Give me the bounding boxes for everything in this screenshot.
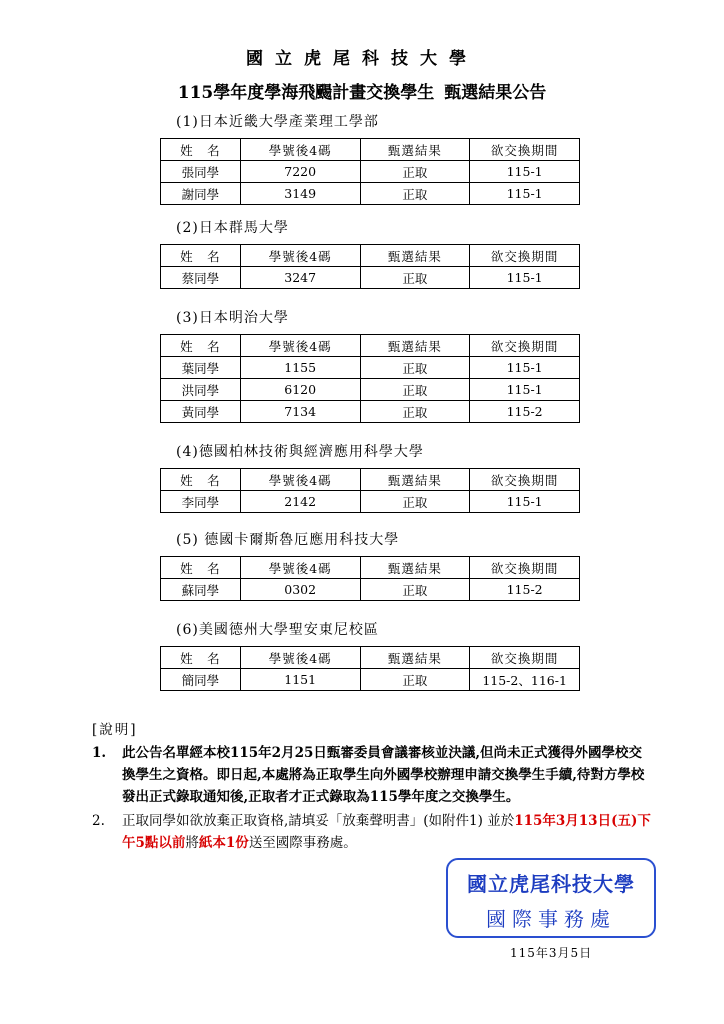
header-id: 學號後4碼: [240, 139, 360, 161]
table-row: [161, 379, 580, 401]
header-name: 姓 名: [161, 245, 241, 267]
header-result: 甄選結果: [360, 335, 470, 357]
notes-section: [92, 718, 652, 856]
cell-result: 正取: [360, 579, 470, 601]
header-name: 姓 名: [161, 139, 241, 161]
table-header-row: [161, 557, 580, 579]
cell-id: 3149: [240, 183, 360, 205]
header-id: 學號後4碼: [240, 647, 360, 669]
result-table: [160, 646, 580, 691]
header-name: 姓 名: [161, 557, 241, 579]
header-period: 欲交換期間: [470, 245, 580, 267]
cell-result: 正取: [360, 401, 470, 423]
section-2: [160, 218, 580, 289]
cell-period: 115-1: [470, 491, 580, 513]
header-id: 學號後4碼: [240, 245, 360, 267]
cell-id: 3247: [240, 267, 360, 289]
note-item-2: [92, 810, 652, 854]
cell-period: 115-1: [470, 379, 580, 401]
cell-id: 6120: [240, 379, 360, 401]
cell-period: 115-2: [470, 579, 580, 601]
cell-period: 115-1: [470, 357, 580, 379]
section-5: [160, 530, 580, 601]
section-4: [160, 442, 580, 513]
cell-period: 115-1: [470, 161, 580, 183]
note-item-1: [92, 742, 652, 808]
table-row: [161, 579, 580, 601]
header-result: 甄選結果: [360, 245, 470, 267]
cell-id: 7220: [240, 161, 360, 183]
cell-name: 黃同學: [161, 401, 241, 423]
cell-id: 1151: [240, 669, 360, 691]
header-id: 學號後4碼: [240, 335, 360, 357]
cell-id: 1155: [240, 357, 360, 379]
section-6: [160, 620, 580, 691]
cell-result: 正取: [360, 491, 470, 513]
announcement-title-suffix: 甄選結果公告: [444, 83, 547, 103]
cell-name: 蘇同學: [161, 579, 241, 601]
announcement-title-main: 115學年度學海飛颺計畫交換學生: [177, 83, 435, 103]
section-3: [160, 308, 580, 423]
header-name: 姓 名: [161, 469, 241, 491]
header-result: 甄選結果: [360, 469, 470, 491]
header-result: 甄選結果: [360, 647, 470, 669]
header-id: 學號後4碼: [240, 469, 360, 491]
note-text: 送至國際事務處。: [248, 835, 357, 851]
cell-period: 115-2: [470, 401, 580, 423]
section-title: (2)日本群馬大學: [176, 220, 289, 236]
header-name: 姓 名: [161, 335, 241, 357]
cell-id: 2142: [240, 491, 360, 513]
header-period: 欲交換期間: [470, 557, 580, 579]
table-row: [161, 491, 580, 513]
cell-name: 張同學: [161, 161, 241, 183]
result-table: [160, 138, 580, 205]
table-header-row: [161, 139, 580, 161]
cell-result: 正取: [360, 357, 470, 379]
cell-name: 葉同學: [161, 357, 241, 379]
cell-name: 李同學: [161, 491, 241, 513]
cell-name: 蔡同學: [161, 267, 241, 289]
table-row: [161, 161, 580, 183]
cell-result: 正取: [360, 379, 470, 401]
cell-id: 7134: [240, 401, 360, 423]
cell-period: 115-1: [470, 183, 580, 205]
note-text: 此公告名單經本校115年2月25日甄審委員會議審核並決議,但尚未正式獲得外國學校交換學生之資格。即日起,本處將為正取學生向外國學校辦理申請交換學生手續,待對方學校發出正式錄取通知後,正取者才正式錄取為115學年度之交換學生。: [122, 745, 645, 805]
note-deadline: 115年3月13日(五)下午5點以前: [122, 813, 651, 851]
stamp-school: 國立虎尾科技大學: [467, 872, 635, 896]
cell-id: 0302: [240, 579, 360, 601]
stamp-office: 國際事務處: [486, 907, 616, 931]
header-id: 學號後4碼: [240, 557, 360, 579]
header-period: 欲交換期間: [470, 139, 580, 161]
note-text: 將: [185, 835, 199, 851]
table-header-row: [161, 469, 580, 491]
header-result: 甄選結果: [360, 557, 470, 579]
result-table: [160, 468, 580, 513]
result-table: [160, 244, 580, 289]
cell-result: 正取: [360, 267, 470, 289]
table-header-row: [161, 245, 580, 267]
cell-name: 謝同學: [161, 183, 241, 205]
section-title: (3)日本明治大學: [176, 310, 289, 326]
table-row: [161, 357, 580, 379]
cell-result: 正取: [360, 669, 470, 691]
section-title: (5) 德國卡爾斯魯厄應用科技大學: [176, 532, 400, 548]
cell-period: 115-1: [470, 267, 580, 289]
section-title: (6)美國德州大學聖安東尼校區: [176, 622, 379, 638]
header-period: 欲交換期間: [470, 335, 580, 357]
table-row: [161, 669, 580, 691]
table-row: [161, 183, 580, 205]
note-number: 1.: [92, 745, 107, 761]
header-period: 欲交換期間: [470, 647, 580, 669]
announcement-date: 115年3月5日: [510, 946, 593, 960]
result-table: [160, 334, 580, 423]
note-number: 2.: [92, 813, 105, 829]
table-row: [161, 267, 580, 289]
section-title: (4)德國柏林技術與經濟應用科學大學: [176, 444, 424, 460]
school-title: 國立虎尾科技大學: [246, 49, 478, 69]
header-period: 欲交換期間: [470, 469, 580, 491]
section-1: [160, 112, 580, 205]
cell-name: 簡同學: [161, 669, 241, 691]
office-stamp: [446, 858, 656, 938]
result-table: [160, 556, 580, 601]
header-name: 姓 名: [161, 647, 241, 669]
table-header-row: [161, 335, 580, 357]
note-copy-count: 紙本1份: [198, 835, 249, 851]
table-row: [161, 401, 580, 423]
notes-heading: [說明]: [92, 722, 138, 738]
header-result: 甄選結果: [360, 139, 470, 161]
section-title: (1)日本近畿大學產業理工學部: [176, 114, 379, 130]
table-header-row: [161, 647, 580, 669]
cell-period: 115-2、116-1: [470, 669, 580, 691]
note-text: 正取同學如欲放棄正取資格,請填妥「放棄聲明書」(如附件1) 並於: [122, 813, 515, 829]
cell-name: 洪同學: [161, 379, 241, 401]
cell-result: 正取: [360, 183, 470, 205]
cell-result: 正取: [360, 161, 470, 183]
announcement-title: [0, 78, 724, 103]
